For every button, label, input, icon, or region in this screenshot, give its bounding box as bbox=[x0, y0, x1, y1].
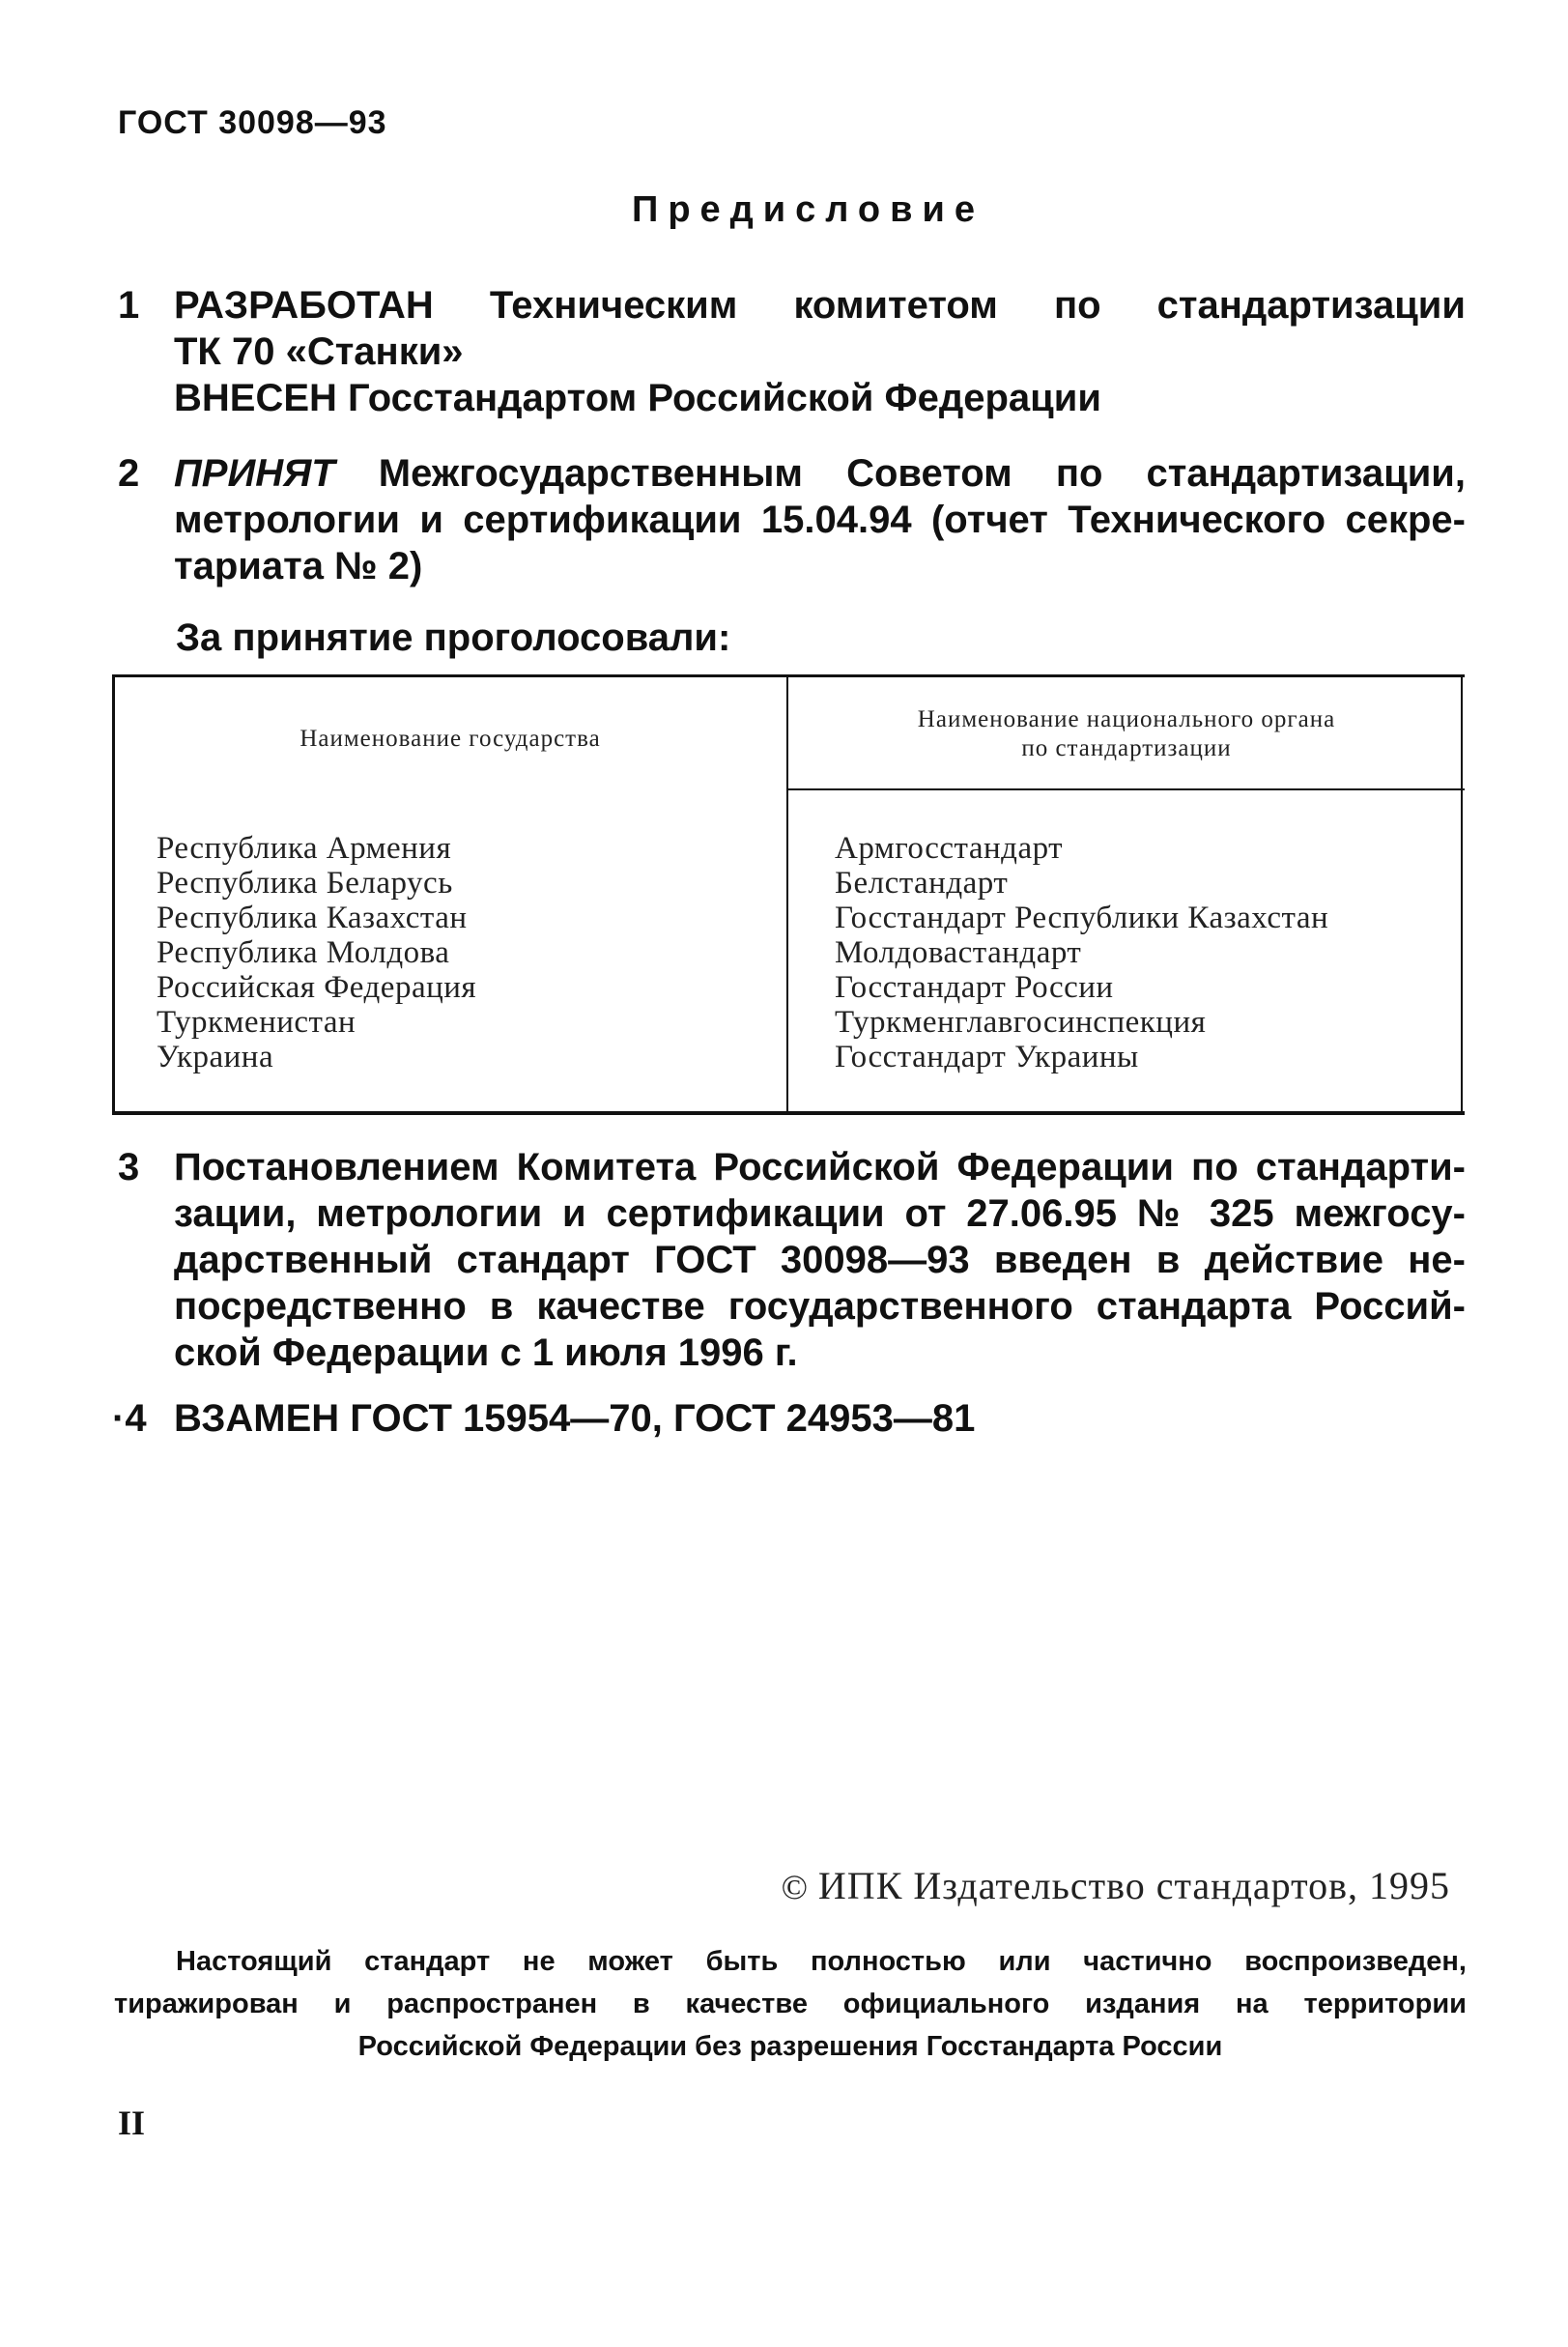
table-cell-body: Белстандарт bbox=[835, 866, 1009, 901]
item-3-number: 3 bbox=[118, 1146, 140, 1188]
copyright-text: ИПК Издательство стандартов, 1995 bbox=[817, 1864, 1450, 1907]
copyright-icon: © bbox=[781, 1868, 809, 1906]
table-cell-state: Республика Армения bbox=[157, 831, 452, 866]
item-4 bbox=[112, 1395, 1466, 1442]
table-column-bodies bbox=[835, 831, 1328, 1074]
item-3-line: Постановлением Комитета Российской Федерации по стандарти- bbox=[174, 1146, 1466, 1188]
item-2-number: 2 bbox=[118, 452, 140, 495]
item-2-line-2: метрологии и сертификации 15.04.94 (отчет Технического секре- bbox=[174, 499, 1466, 541]
item-4-text: ВЗАМЕН ГОСТ 15954—70, ГОСТ 24953—81 bbox=[174, 1397, 976, 1440]
table-header-body bbox=[798, 705, 1455, 763]
reproduction-notice bbox=[114, 1940, 1467, 2068]
item-1-line-1-rest: Техническим комитетом по стандартизации bbox=[489, 284, 1466, 327]
table-cell-state: Украина bbox=[157, 1040, 274, 1074]
table-cell-body: Госстандарт России bbox=[835, 970, 1114, 1005]
notice-line-2: тиражирован и распространен в качестве официального издания на территории bbox=[114, 1989, 1467, 2019]
notice-line-3: Российской Федерации без разрешения Госстандарта России bbox=[357, 2031, 1223, 2062]
item-3-line: посредственно в качестве государственного стандарта Россий- bbox=[174, 1285, 1466, 1328]
item-3-line: дарственный стандарт ГОСТ 30098—93 введен в действие не- bbox=[174, 1239, 1466, 1281]
item-2-line-3: тариата № 2) bbox=[174, 545, 423, 587]
table-header-body-line-2: по стандартизации bbox=[1021, 735, 1232, 761]
table-right-border bbox=[1461, 674, 1463, 1115]
table-cell-body: Армгосстандарт bbox=[835, 831, 1064, 866]
item-1 bbox=[118, 282, 1466, 421]
table-cell-state: Республика Беларусь bbox=[157, 866, 453, 901]
table-header-rule-right bbox=[786, 788, 1465, 790]
table-left-border bbox=[112, 674, 115, 1115]
item-3 bbox=[118, 1144, 1466, 1376]
table-top-rule bbox=[112, 674, 1465, 677]
item-2 bbox=[118, 450, 1466, 589]
item-1-lead: РАЗРАБОТАН bbox=[174, 284, 434, 327]
document-code: ГОСТ 30098—93 bbox=[118, 104, 387, 141]
item-2-line-1 bbox=[174, 450, 1466, 497]
table-cell-body: Госстандарт Украины bbox=[835, 1040, 1139, 1074]
item-1-line-3: ВНЕСЕН Госстандартом Российской Федерации bbox=[174, 377, 1101, 419]
table-header-state: Наименование государства bbox=[299, 726, 601, 752]
vote-label: За принятие проголосовали: bbox=[176, 616, 731, 659]
table-header-body-line-1: Наименование национального органа bbox=[917, 706, 1336, 732]
table-cell-state: Российская Федерация bbox=[157, 970, 477, 1005]
item-4-number: ·4 bbox=[112, 1397, 147, 1440]
table-cell-state: Республика Казахстан bbox=[157, 901, 468, 935]
item-3-line: зации, метрологии и сертификации от 27.06.95 № 325 межгосу- bbox=[174, 1192, 1466, 1235]
table-column-divider bbox=[786, 674, 788, 1115]
table-cell-body: Молдовастандарт bbox=[835, 935, 1082, 970]
page-title: Предисловие bbox=[632, 189, 984, 230]
table-cell-body: Туркменглавгосинспекция bbox=[835, 1005, 1207, 1040]
table-cell-state: Республика Молдова bbox=[157, 935, 450, 970]
item-3-line: ской Федерации с 1 июля 1996 г. bbox=[174, 1331, 798, 1374]
voting-table bbox=[112, 674, 1465, 1117]
item-1-line-2: ТК 70 «Станки» bbox=[174, 330, 464, 373]
table-cell-state: Туркменистан bbox=[157, 1005, 356, 1040]
item-1-number: 1 bbox=[118, 284, 140, 327]
item-2-lead: ПРИНЯТ bbox=[174, 452, 335, 495]
table-column-states bbox=[157, 831, 476, 1074]
copyright bbox=[782, 1863, 1450, 1908]
page-number: II bbox=[118, 2104, 146, 2142]
table-bottom-rule bbox=[112, 1111, 1465, 1115]
item-1-line-1 bbox=[174, 282, 1466, 329]
item-2-line-1-rest: Межгосударственным Советом по стандартизации, bbox=[378, 452, 1466, 495]
table-cell-body: Госстандарт Республики Казахстан bbox=[835, 901, 1329, 935]
notice-line-1: Настоящий стандарт не может быть полностью или частично воспроизведен, bbox=[176, 1946, 1467, 1977]
